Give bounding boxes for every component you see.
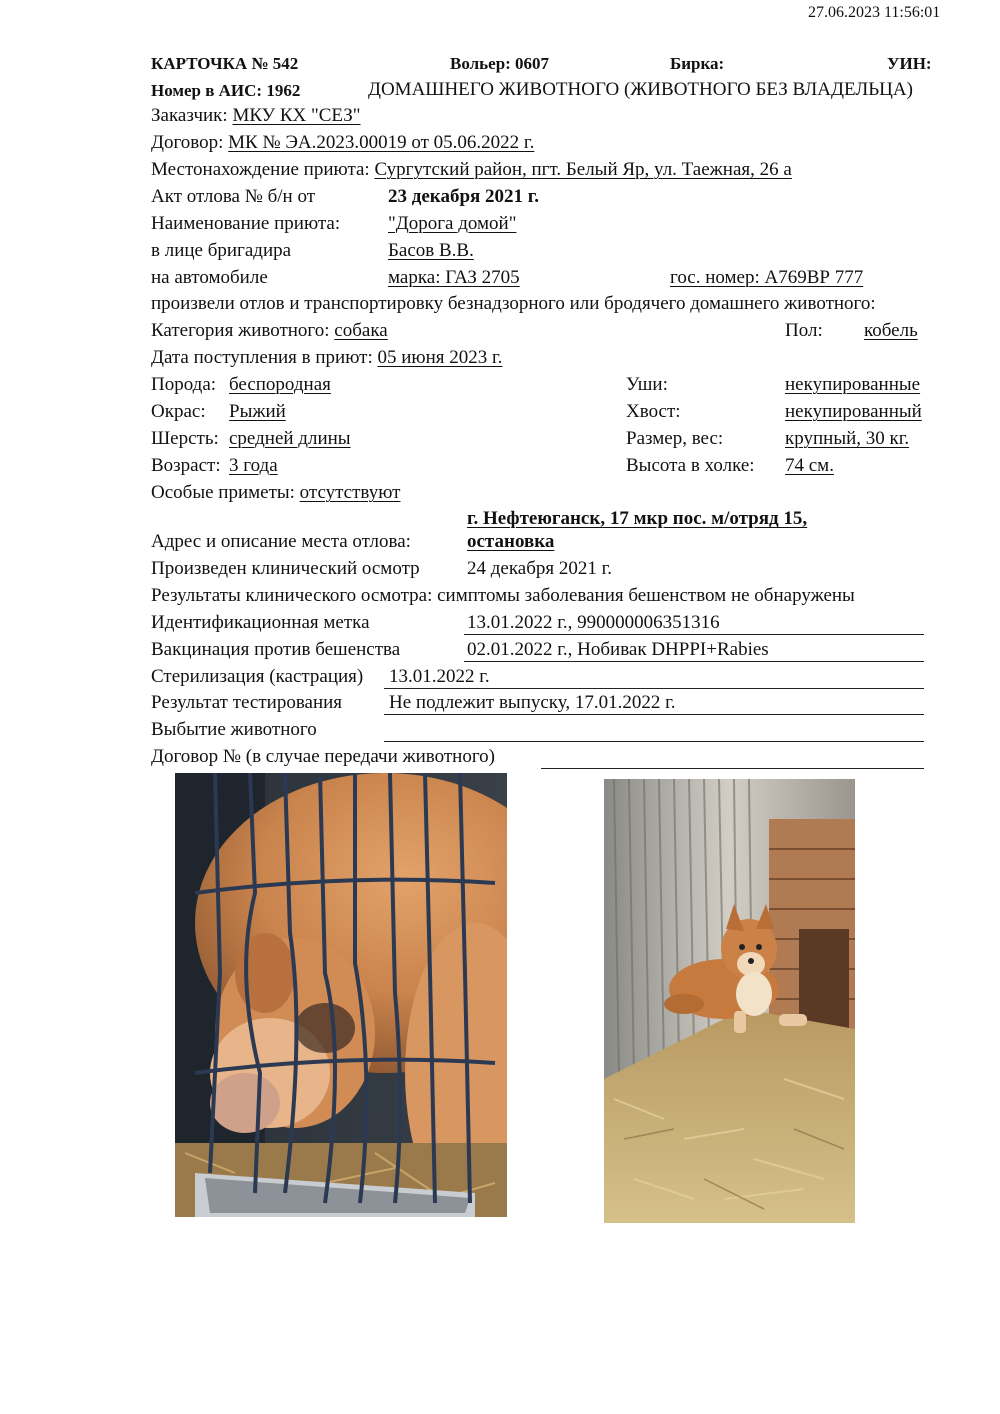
category-value: собака (334, 320, 388, 341)
shelter-location-value: Сургутский район, пгт. Белый Яр, ул. Таежная, 26 а (374, 159, 792, 180)
category-row (151, 321, 388, 340)
contract-row (151, 133, 534, 152)
print-timestamp: 27.06.2023 11:56:01 (808, 4, 941, 21)
tail-value: некупированный (785, 401, 922, 422)
age-value: 3 года (229, 455, 278, 476)
shelter-name-value: "Дорога домой" (388, 213, 517, 234)
vehicle-plate: гос. номер: А769ВР 777 (670, 267, 864, 288)
enclosure-number: Вольер: 0607 (450, 54, 550, 73)
sex-label: Пол: (785, 320, 823, 341)
admission-row (151, 348, 502, 367)
test-result-label: Результат тестирования (151, 692, 343, 713)
capture-place-label: Адрес и описание места отлова: (151, 531, 411, 552)
sterilization-rule (384, 688, 924, 689)
ais-number: Номер в АИС: 1962 (151, 81, 301, 100)
customer-value: МКУ КХ "СЕЗ" (232, 105, 361, 126)
capture-statement: произвели отлов и транспортировку безнадзорного или бродячего домашнего животного: (151, 293, 876, 314)
size-value: крупный, 30 кг. (785, 428, 910, 449)
height-label: Высота в холке: (626, 455, 755, 476)
ears-value: некупированные (785, 374, 921, 395)
foreman-label: в лице бригадира (151, 240, 292, 261)
vaccination-rule (464, 661, 924, 662)
disposal-label: Выбытие животного (151, 719, 317, 740)
shelter-location-label: Местонахождение приюта: (151, 159, 370, 180)
admission-value: 05 июня 2023 г. (377, 347, 503, 368)
customer-row (151, 106, 361, 125)
sterilization-value: 13.01.2022 г. (389, 666, 490, 687)
transfer-contract-label: Договор № (в случае передачи животного) (151, 746, 495, 767)
exam-result-row (151, 586, 855, 605)
sex-value: кобель (864, 320, 918, 341)
exam-result-value: симптомы заболевания бешенством не обнаружены (437, 585, 855, 606)
card-subtitle: ДОМАШНЕГО ЖИВОТНОГО (ЖИВОТНОГО БЕЗ ВЛАДЕЛЬЦА) (368, 79, 913, 100)
height-value: 74 см. (785, 455, 834, 476)
sterilization-label: Стерилизация (кастрация) (151, 666, 364, 687)
transfer-contract-rule (541, 768, 924, 769)
uin-label: УИН: (887, 54, 932, 73)
ears-label: Уши: (626, 374, 668, 395)
marks-label: Особые приметы: (151, 482, 295, 503)
shelter-location-row (151, 160, 792, 179)
shelter-name-label: Наименование приюта: (151, 213, 341, 234)
foreman-value: Басов В.В. (388, 240, 474, 261)
coat-label: Шерсть: (151, 428, 219, 449)
vehicle-model: марка: ГАЗ 2705 (388, 267, 520, 288)
breed-label: Порода: (151, 374, 217, 395)
id-mark-rule (464, 634, 924, 635)
test-result-rule (384, 714, 924, 715)
tag-label: Бирка: (670, 54, 725, 73)
color-label: Окрас: (151, 401, 206, 422)
size-label: Размер, вес: (626, 428, 724, 449)
color-value: Рыжий (229, 401, 286, 422)
age-label: Возраст: (151, 455, 221, 476)
marks-value: отсутствуют (299, 482, 401, 503)
capture-act-date: 23 декабря 2021 г. (388, 186, 540, 207)
dog-enclosure-photo (604, 779, 855, 1223)
contract-value: МК № ЭА.2023.00019 от 05.06.2022 г. (228, 132, 535, 153)
customer-label: Заказчик: (151, 105, 228, 126)
vehicle-label: на автомобиле (151, 267, 268, 288)
marks-row (151, 483, 400, 502)
coat-value: средней длины (229, 428, 351, 449)
breed-value: беспородная (229, 374, 331, 395)
capture-place-line2: остановка (467, 531, 555, 552)
vaccination-label: Вакцинация против бешенства (151, 639, 401, 660)
capture-place-line1: г. Нефтеюганск, 17 мкр пос. м/отряд 15, (467, 508, 808, 529)
test-result-value: Не подлежит выпуску, 17.01.2022 г. (389, 692, 676, 713)
exam-date: 24 декабря 2021 г. (467, 558, 613, 579)
disposal-rule (384, 741, 924, 742)
id-mark-value: 13.01.2022 г., 990000006351316 (467, 612, 720, 633)
category-label: Категория животного: (151, 320, 330, 341)
card-number: КАРТОЧКА № 542 (151, 54, 299, 73)
capture-act-label: Акт отлова № б/н от (151, 186, 316, 207)
dog-cage-photo (175, 773, 507, 1217)
exam-result-label: Результаты клинического осмотра: (151, 585, 433, 606)
id-mark-label: Идентификационная метка (151, 612, 370, 633)
vaccination-value: 02.01.2022 г., Нобивак DHPPI+Rabies (467, 639, 769, 660)
contract-label: Договор: (151, 132, 224, 153)
admission-label: Дата поступления в приют: (151, 347, 373, 368)
tail-label: Хвост: (626, 401, 681, 422)
exam-label: Произведен клинический осмотр (151, 558, 420, 579)
